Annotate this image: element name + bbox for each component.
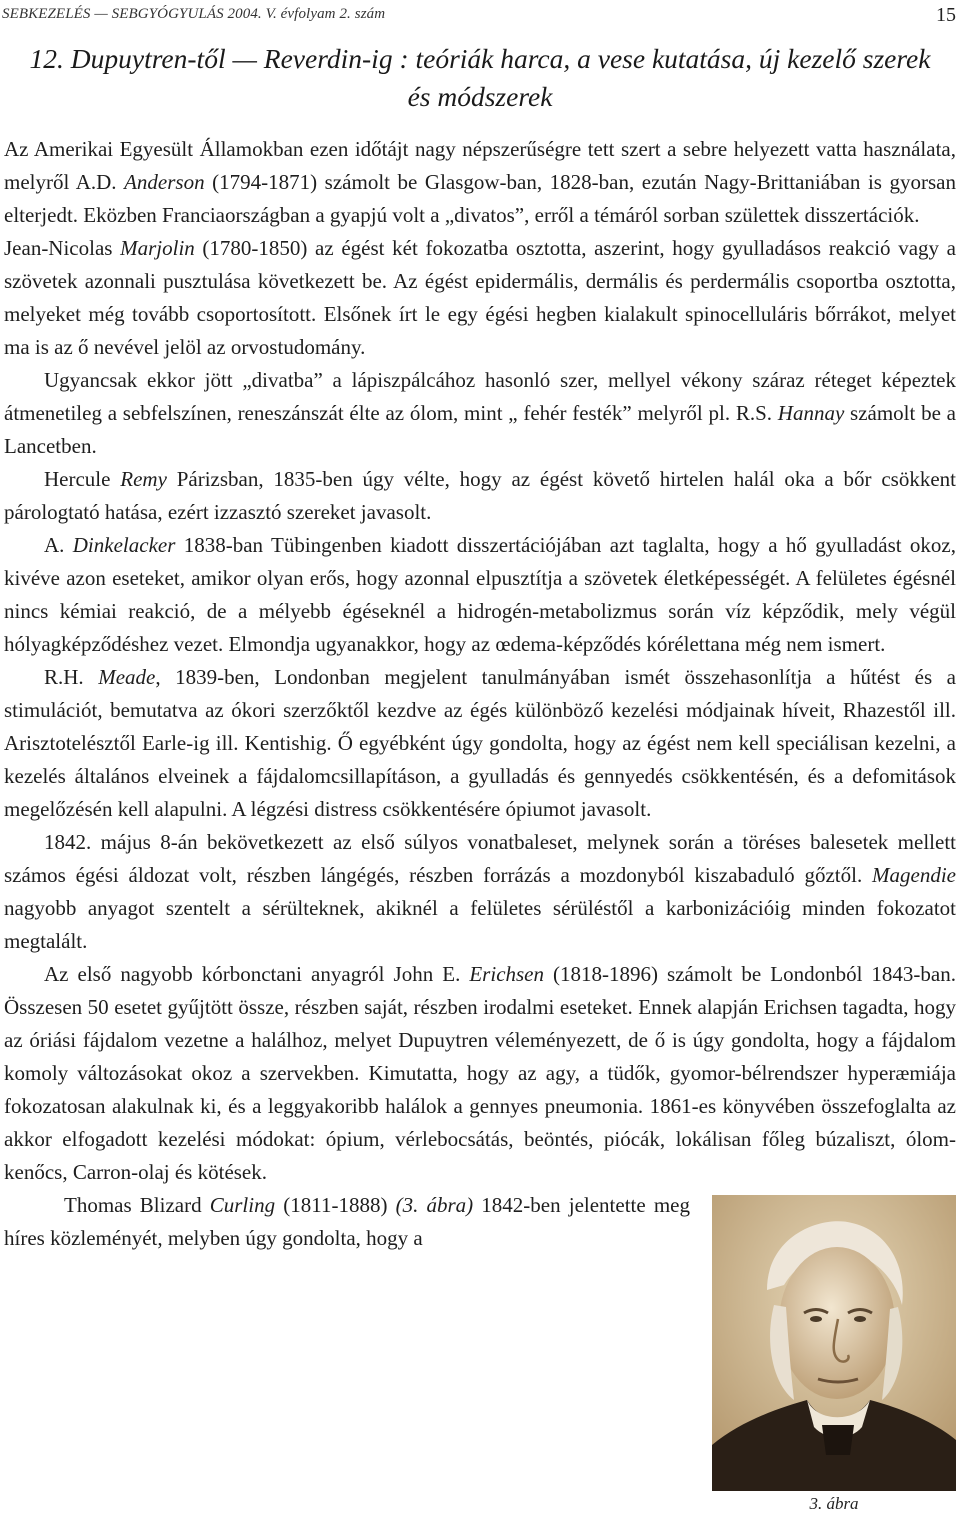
article-body <box>4 133 956 1519</box>
section-title <box>4 40 956 116</box>
portrait-photo <box>712 1195 956 1491</box>
person-name: Meade <box>98 665 156 689</box>
paragraph-dinkelacker: A. Dinkelacker 1838-ban Tübingenben kiadott disszertációjában azt taglalta, hogy a hő gyulladást okoz, kivéve azon eseteket, amikor olyan erős, hogy azonnal elpusztítja a szövetek életképességét. A felületes égésnél nincs kémiai reakció, de a mélyebb égéseknél a hidrogén-metabolizmus során víz képződik, mely végül hólyagképződéshez vezet. Elmondja ugyanakkor, hogy az œdema-képződés kórélettana még nem ismert. <box>4 533 956 656</box>
person-name: Anderson <box>124 170 205 194</box>
section-title-line-1: 12. Dupuytren-től — Reverdin-ig : teóriák harca, a vese kutatása, új kezelő szerek <box>29 43 931 74</box>
figure-portrait <box>712 1195 956 1515</box>
page-number: 15 <box>936 4 956 26</box>
running-title: SEBKEZELÉS — SEBGYÓGYULÁS 2004. V. évfolyam 2. szám <box>2 6 386 22</box>
paragraph-meade: R.H. Meade, 1839-ben, Londonban megjelent tanulmányában ismét összehasonlítja a hűtést és a stimulációt, bemutatva az ókori szerzőktől kezdve az égés különböző kezelési módjainak híveit, Rhazestől ill. Arisztotelésztől Earle-ig ill. Kentishig. Ő egyébként úgy gondolta, hogy az égést nem kell speciálisan kezelni, a kezelés általános elveinek a fájdalomcsillapításon, a gyulladás és gennyedés csökkentésén, és a defomitások megelőzésén kell alapulni. A légzési distress csökkentésére ópiumot javasolt. <box>4 665 956 821</box>
paragraph-remy: Hercule Remy Párizsban, 1835-ben úgy vélte, hogy az égést követő hirtelen halál oka a bőr csökkent párologtató hatása, ezért izzasztó szereket javasolt. <box>4 467 956 524</box>
figure-reference: (3. ábra) <box>395 1193 474 1217</box>
person-name: Marjolin <box>120 236 195 260</box>
paragraph-curling: Thomas Blizard Curling (1811-1888) (3. ábra) 1842-ben jelentette meg híres közleményét, melyben úgy gondolta, hogy a <box>4 1193 690 1250</box>
person-name: Magendie <box>872 863 956 887</box>
paragraph-magendie: 1842. május 8-án bekövetkezett az első súlyos vonatbaleset, melynek során a töréses balesetek mellett számos égési áldozat volt, részben lángégés, részben forrázás a mozdonyból kiszabaduló gőztől. Magendie nagyobb anyagot szentelt a sérülteknek, akiknél a felületes sérüléstől a karbonizációig minden fokozatot megtalált. <box>4 830 956 953</box>
person-name: Erichsen <box>469 962 545 986</box>
paragraph-anderson: Az Amerikai Egyesült Államokban ezen időtájt nagy népszerűségre tett szert a sebre helyezett vatta használata, melyről A.D. Anderson (1794-1871) számolt be Glasgow-ban, 1828-ban, ezután Nagy-Brittaniában is gyorsan elterjedt. Eközben Franciaországban a gyapjú volt a „divatos”, erről a témáról sorban születtek disszertációk. <box>4 137 956 227</box>
person-name: Curling <box>209 1193 276 1217</box>
person-name: Remy <box>120 467 167 491</box>
paragraph-hannay: Ugyancsak ekkor jött „divatba” a lápiszpálcához hasonló szer, mellyel vékony száraz réteget képeztek átmenetileg a sebfelszínen, reneszánszát élte az ólom, mint „ fehér festék” melyről pl. R.S. Hannay számolt be a Lancetben. <box>4 368 956 458</box>
person-name: Dinkelacker <box>72 533 176 557</box>
running-header <box>2 6 956 28</box>
section-title-line-2: és módszerek <box>407 81 553 112</box>
figure-caption: 3. ábra <box>809 1494 859 1513</box>
paragraph-erichsen: Az első nagyobb kórbonctani anyagról John E. Erichsen (1818-1896) számolt be Londonból 1843-ban. Összesen 50 esetet gyűjtött össze, részben saját, részben irodalmi eseteket. Ennek alapján Erichsen tagadta, hogy az óriási fájdalom vezetne a halálhoz, melyet Dupuytren véleményezett, de ő is úgy gondolta, hogy a fájdalom komoly változásokat okoz a szervekben. Kimutatta, hogy az agy, a tüdők, gyomor-bélrendszer hyperæmiája fokozatosan alakulnak ki, és a leggyakoribb halálok a gennyes pneumonia. 1861-es könyvében összefoglalta az akkor elfogadott kezelési módokat: ópium, vérlebocsátás, beöntés, piócák, lokálisan főleg búzaliszt, ólom-kenőcs, Carron-olaj és kötések. <box>4 962 956 1184</box>
person-name: Hannay <box>777 401 845 425</box>
portrait-illustration <box>712 1195 956 1491</box>
paragraph-marjolin: Jean-Nicolas Marjolin (1780-1850) az égést két fokozatba osztotta, aszerint, hogy gyulladásos reakció vagy a szövetek azonnali pusztulása következett be. Az égést epidermális, dermális és perdermális csoportba osztotta, melyeket még tovább csoportosított. Elsőnek írt le egy égési hegben kialakult spinocelluláris bőrrákot, melyet ma is az ő nevével jelöl az orvostudomány. <box>4 236 956 359</box>
